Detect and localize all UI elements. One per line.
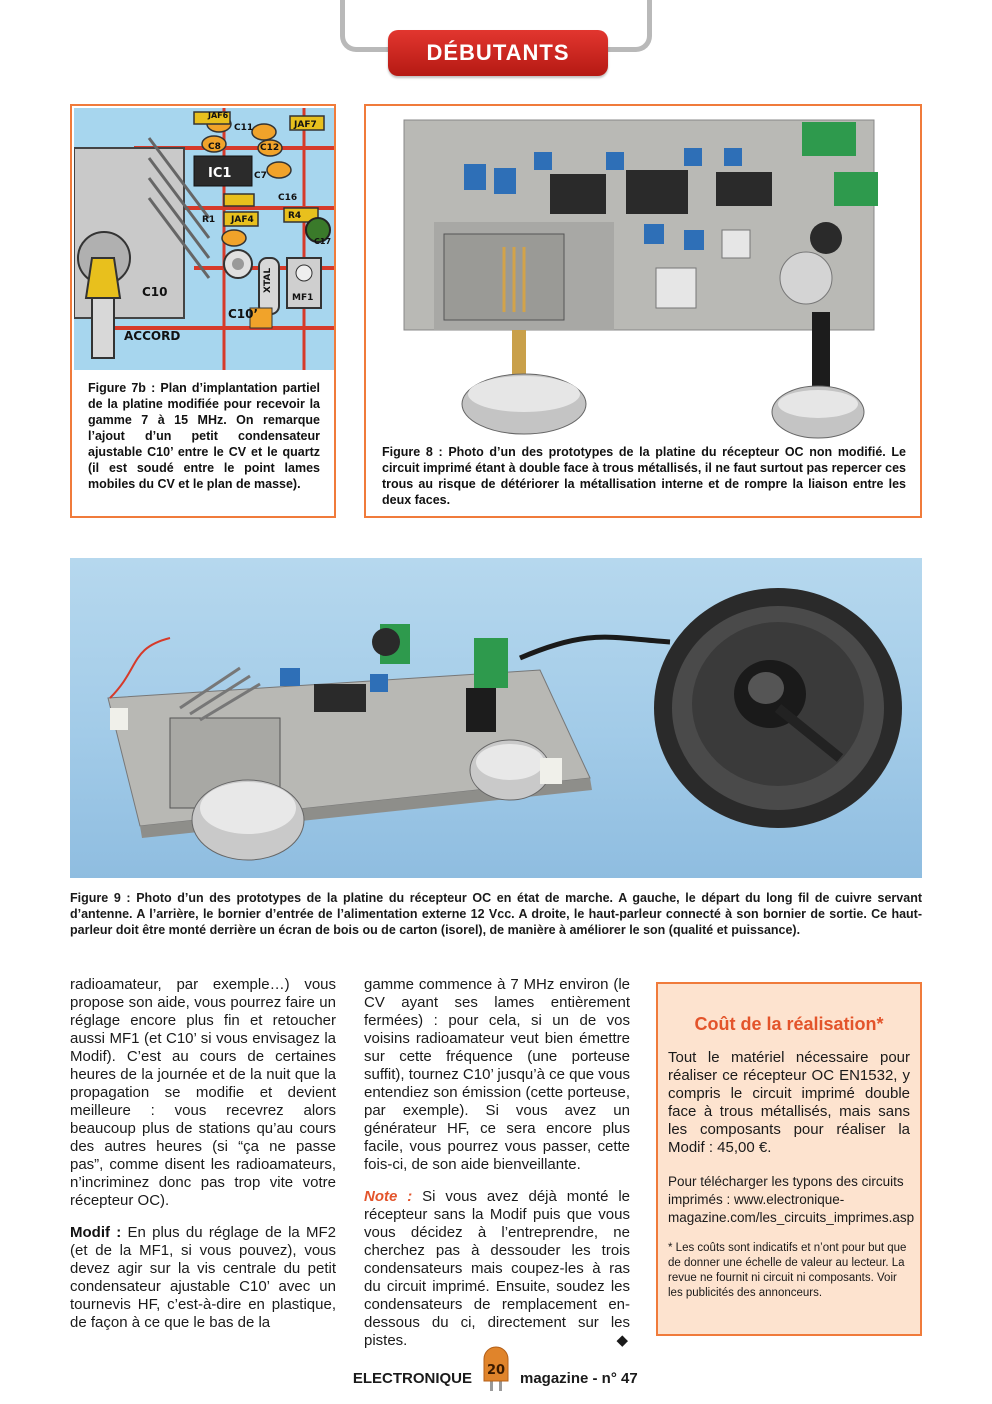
figure-7b-illustration: [74, 108, 334, 370]
cost-body: Tout le matériel nécessaire pour réaliser ce récepteur OC EN1532, y compris le circuit imprimé double face à trous métallisés, mais sans les composants pour réaliser la Modif : 45,00 €.: [668, 1049, 910, 1156]
svg-text:R1: R1: [202, 215, 216, 225]
download-info: Pour télécharger les typons des circuits imprimés : www.electronique-magazine.com/les_circuits_imprimes.asp: [668, 1174, 915, 1225]
figure-7b: [70, 104, 336, 518]
svg-text:MF1: MF1: [292, 293, 314, 303]
figure-8-photo: [394, 112, 884, 442]
svg-text:IC1: IC1: [208, 166, 232, 181]
end-mark: ◆: [616, 1332, 628, 1349]
footer-issue: magazine - n° 47: [520, 1370, 638, 1387]
svg-text:C11: C11: [234, 123, 254, 133]
page-number: 20: [486, 1363, 506, 1378]
svg-text:C8: C8: [208, 142, 221, 152]
figure-8-caption: Figure 8 : Photo d’un des prototypes de la platine du récepteur OC non modifié. Le circuit imprimé étant à double face à trous métallisés, il ne faut surtout pas repercer ces trous au risque de détériorer la métallisation interne et de rompre la liaison entre les deux faces.: [382, 445, 906, 507]
article-column-2: [364, 976, 630, 1364]
cost-title: Coût de la réalisation*: [694, 1014, 884, 1034]
modif-text: En plus du réglage de la MF2 (et de la MF1, si vous pouvez), vous devez agir sur la vis centrale du petit condensateur ajustable C10’ avec un tournevis HF, c’est-à-dire en plastique, de façon à ce que le bas de la: [70, 1224, 336, 1331]
svg-text:C7: C7: [254, 171, 267, 181]
svg-text:C10: C10: [142, 285, 168, 299]
article-column-1: [70, 976, 336, 1346]
figure-9-caption: Figure 9 : Photo d’un des prototypes de la platine du récepteur OC en état de marche. A gauche, le départ du long fil de cuivre servant d’antenne. A l’arrière, le bornier d’entrée de l’alimentation externe 12 Vcc. A droite, le haut-parleur connecté à son bornier de sortie. Ce haut-parleur doit être monté derrière un écran de bois ou de carton (isorel), de manière à améliorer le son (qualité et puissance).: [70, 891, 922, 937]
column-2-paragraph-1: gamme commence à 7 MHz environ (le CV ayant ses lames entièrement fermées) : pour cela, si un de vos voisins radioamateur veut bien émettre sur cette fréquence (une porteuse suffit), tournez C10’ jusqu’à ce que vous entendiez son émission (cette porteuse, par exemple). Si vous avez un générateur HF, ce sera encore plus facile, vous pourrez vous passer, cette fois-ci, de son aide bienveillante.: [364, 976, 630, 1173]
figure-7b-caption: Figure 7b : Plan d’implantation partiel de la platine modifiée pour recevoir la gamme 7 à 15 MHz. On remarque l’ajout d’un petit condensateur ajustable C10’ entre le CV et le quartz (il est soudé entre le point lames mobiles du CV et le plan de masse).: [88, 381, 320, 491]
figure-9-photo: [70, 558, 922, 878]
svg-text:JAF7: JAF7: [294, 120, 317, 130]
figure-8: [364, 104, 922, 518]
section-tab: DÉBUTANTS: [388, 30, 608, 76]
svg-text:C12: C12: [260, 143, 280, 153]
column-1-paragraph-1: radioamateur, par exemple…) vous propose son aide, vous pourrez faire un réglage encore plus fin et retoucher aussi MF1 (et C10’ si vous envisagez la Modif). C’est au cours de certaines heures de la journée et de la nuit que la propagation se modifie et devient meilleure : vous recevrez alors beaucoup plus de stations qu’au cours des autres heures (si “ça ne passe pas”, comme disent les radioamateurs, n’incriminez donc pas trop vite votre récepteur OC).: [70, 976, 336, 1209]
cost-box: [656, 982, 922, 1336]
svg-text:C17: C17: [314, 237, 332, 246]
led-page-number-icon: [482, 1345, 510, 1391]
svg-text:JAF4: JAF4: [231, 215, 254, 225]
svg-text:JAF6: JAF6: [208, 111, 229, 120]
cost-footnote: * Les coûts sont indicatifs et n’ont pour but que de donner une échelle de valeur au lecteur. La revue ne fournit ni circuit ni composants. Voir les publicités des annonceurs.: [668, 1242, 907, 1299]
footer-magazine-name: ELECTRONIQUE: [352, 1370, 472, 1387]
svg-text:XTAL: XTAL: [263, 267, 273, 293]
svg-text:C16: C16: [278, 193, 298, 203]
page-footer: [0, 1340, 992, 1400]
svg-text:C10’: C10’: [228, 307, 259, 321]
column-1-paragraph-2: [70, 1224, 336, 1332]
svg-text:R4: R4: [288, 211, 302, 221]
column-2-paragraph-2: [364, 1188, 630, 1350]
note-label: Note :: [364, 1188, 413, 1205]
modif-label: Modif :: [70, 1224, 122, 1241]
note-text: Si vous avez déjà monté le récepteur sans la Modif puis que vous vous décidez à l’entreprendre, ne cherchez pas à dessouder les trois condensateurs mais coupez-les à ras du circuit imprimé. Ensuite, soudez les condensateurs de remplacement en-dessous du ci, directement sur les pistes.: [364, 1188, 630, 1349]
svg-text:ACCORD: ACCORD: [124, 329, 181, 343]
